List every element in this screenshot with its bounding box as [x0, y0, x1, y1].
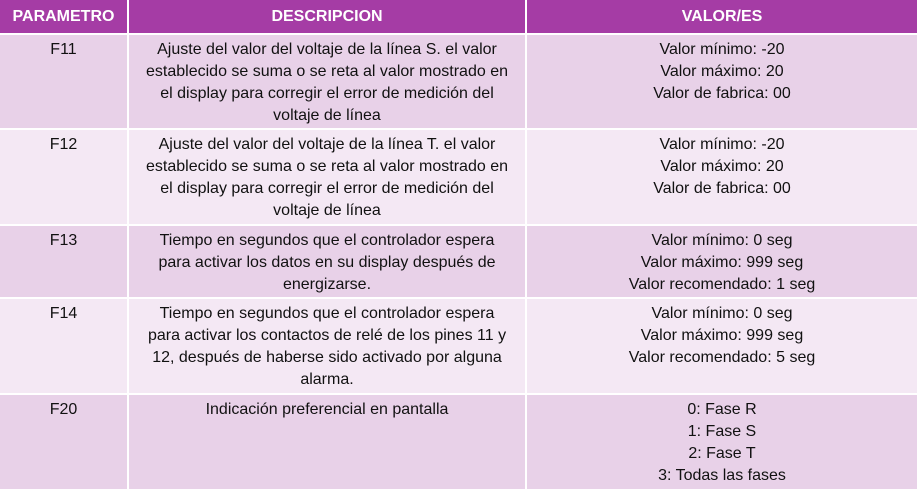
description-cell [129, 395, 527, 491]
table-row [0, 130, 917, 226]
header-descripcion: DESCRIPCION [129, 0, 527, 35]
value-line: Valor máximo: 20 [660, 63, 784, 80]
value-line: 2: Fase T [688, 445, 756, 462]
param-cell: F14 [0, 299, 129, 395]
value-line: Valor mínimo: -20 [659, 41, 785, 58]
description-cell [129, 299, 527, 395]
table-row [0, 395, 917, 491]
description-cell [129, 130, 527, 226]
values-cell [527, 299, 917, 395]
param-cell: F20 [0, 395, 129, 491]
header-valores: VALOR/ES [527, 0, 917, 35]
value-line: 0: Fase R [687, 401, 757, 418]
table-row [0, 35, 917, 130]
table-row [0, 226, 917, 299]
value-line: Valor de fabrica: 00 [653, 85, 791, 102]
param-cell: F13 [0, 226, 129, 299]
description-text: Ajuste del valor del voltaje de la línea T. el valor establecido se suma o se reta al valor mostrado en el display para corregir el error de medición del voltaje de línea [146, 136, 508, 219]
values-cell [527, 35, 917, 130]
value-line: Valor de fabrica: 00 [653, 180, 791, 197]
description-text: Tiempo en segundos que el controlador espera para activar los contactos de relé de los pines 11 y 12, después de haberse sido activado por alguna alarma. [147, 305, 507, 388]
value-line: 1: Fase S [687, 423, 757, 440]
table-row [0, 299, 917, 395]
param-cell: F12 [0, 130, 129, 226]
description-text: Tiempo en segundos que el controlador espera para activar los datos en su display después de energizarse. [158, 232, 496, 293]
values-cell [527, 226, 917, 299]
value-line: Valor mínimo: -20 [659, 136, 785, 153]
table-header [0, 0, 917, 35]
description-cell [129, 226, 527, 299]
values-cell [527, 130, 917, 226]
value-line: 3: Todas las fases [658, 467, 786, 484]
value-line: Valor máximo: 999 seg [640, 327, 804, 344]
description-cell [129, 35, 527, 130]
header-row [0, 0, 917, 35]
table-body [0, 35, 917, 491]
value-line: Valor mínimo: 0 seg [651, 305, 793, 322]
value-line: Valor recomendado: 5 seg [628, 349, 816, 366]
description-text: Ajuste del valor del voltaje de la línea S. el valor establecido se suma o se reta al valor mostrado en el display para corregir el error de medición del voltaje de línea [146, 41, 508, 124]
param-cell: F11 [0, 35, 129, 130]
value-line: Valor recomendado: 1 seg [628, 276, 816, 293]
value-line: Valor máximo: 999 seg [640, 254, 804, 271]
description-text: Indicación preferencial en pantalla [205, 401, 449, 418]
header-parametro: PARAMETRO [0, 0, 129, 35]
value-line: Valor mínimo: 0 seg [651, 232, 793, 249]
value-line: Valor máximo: 20 [660, 158, 784, 175]
values-cell [527, 395, 917, 491]
